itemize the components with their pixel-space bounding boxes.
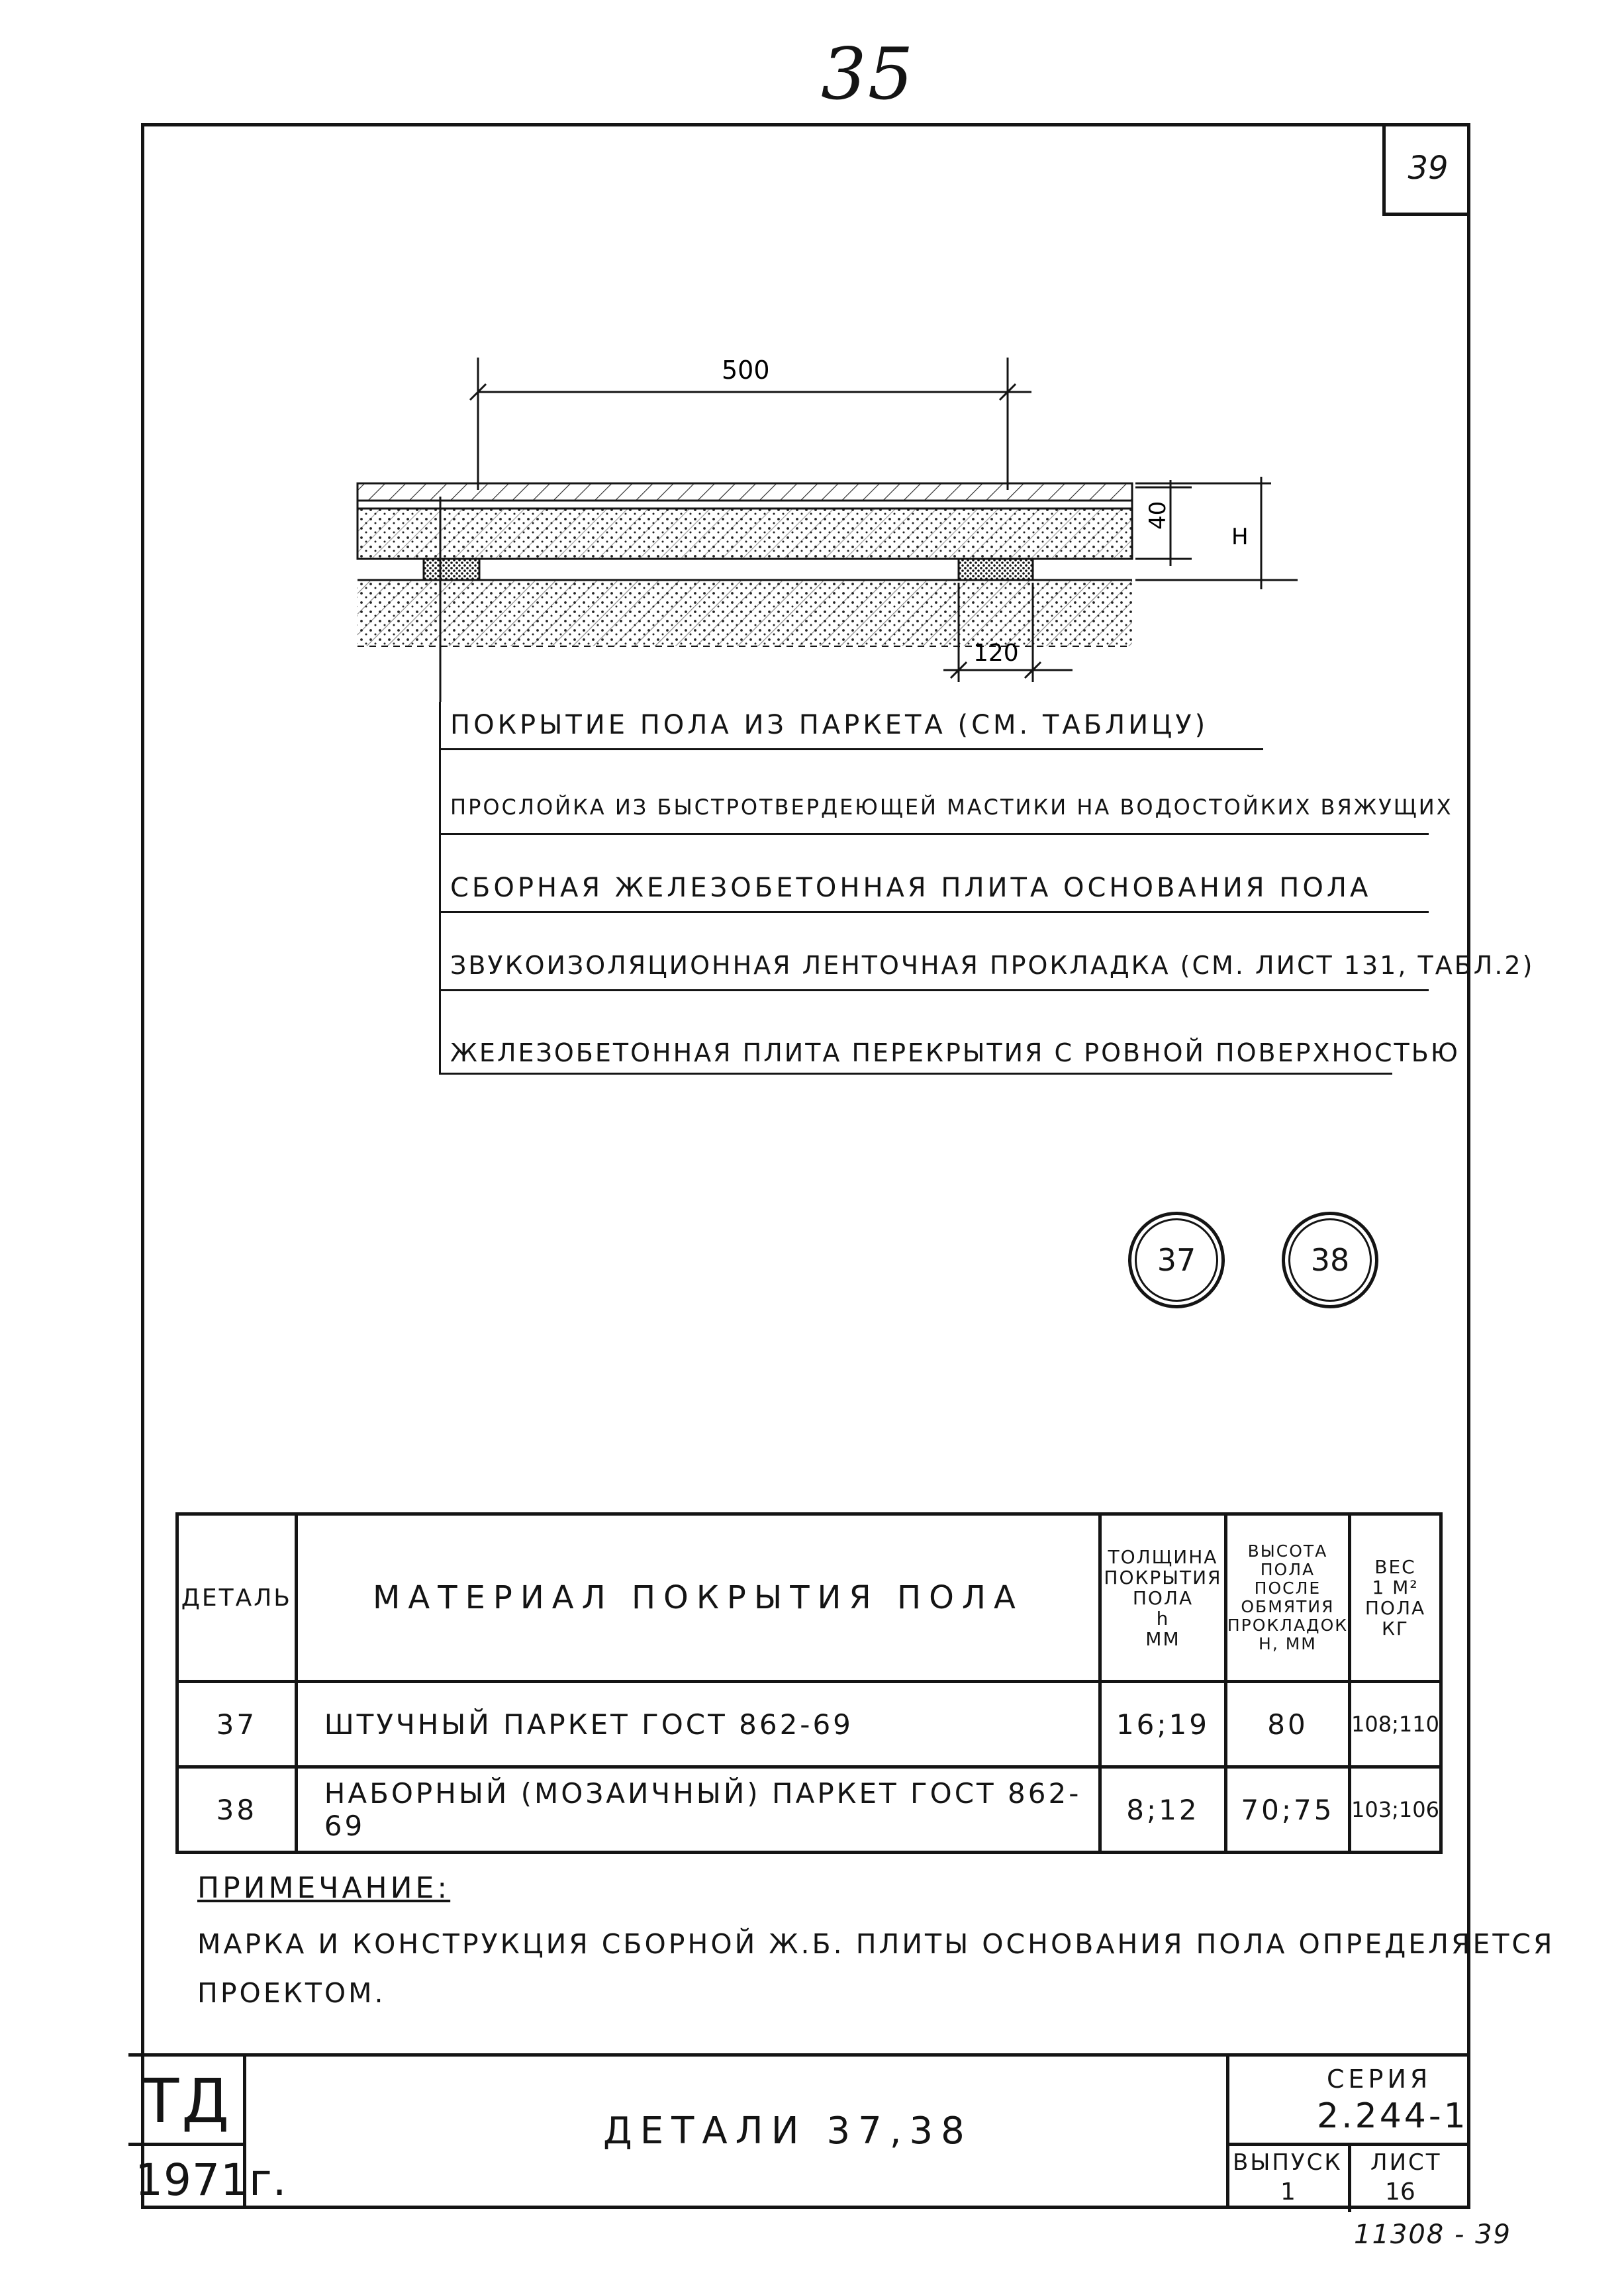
sheet-label: ЛИСТ	[1370, 2149, 1442, 2176]
floor-section-drawing	[331, 331, 1324, 702]
cell-height: 80	[1225, 1682, 1349, 1767]
note-title: ПРИМЕЧАНИЕ:	[197, 1871, 451, 1905]
drawing-title: ДЕТАЛИ 37,38	[603, 2110, 973, 2153]
dimension-40-label: 40	[1145, 501, 1171, 530]
sheet-number: 16	[1385, 2178, 1415, 2206]
layer-label-pad: ЗВУКОИЗОЛЯЦИОННАЯ ЛЕНТОЧНАЯ ПРОКЛАДКА (СМ. ЛИСТ 131, ТАБЛ.2)	[450, 951, 1535, 980]
dimension-500	[470, 356, 1031, 490]
cell-detail: 37	[177, 1682, 297, 1767]
dimension-h	[1135, 477, 1298, 589]
col-header-thickness: ТОЛЩИНА ПОКРЫТИЯ ПОЛА h ММ	[1100, 1514, 1226, 1682]
layer-underline	[439, 1073, 1392, 1075]
layer-label-parquet: ПОКРЫТИЕ ПОЛА ИЗ ПАРКЕТА (СМ. ТАБЛИЦУ)	[450, 710, 1209, 740]
layer-label-floor-slab: ЖЕЛЕЗОБЕТОННАЯ ПЛИТА ПЕРЕКРЫТИЯ С РОВНОЙ ПОВЕРХНОСТЬЮ	[450, 1038, 1460, 1067]
cell-material: ШТУЧНЫЙ ПАРКЕТ ГОСТ 862-69	[296, 1682, 1100, 1767]
cell-thickness: 16;19	[1100, 1682, 1226, 1767]
dimension-h-label: H	[1231, 524, 1249, 550]
cell-weight: 108;110	[1350, 1682, 1441, 1767]
base-slab-hatch	[358, 509, 1132, 559]
insulation-pad-left	[424, 559, 479, 580]
insulation-pad-right	[959, 559, 1033, 580]
cell-material: НАБОРНЫЙ (МОЗАИЧНЫЙ) ПАРКЕТ ГОСТ 862-69	[296, 1767, 1100, 1853]
note-text-line1: МАРКА И КОНСТРУКЦИЯ СБОРНОЙ Ж.Б. ПЛИТЫ ОСНОВАНИЯ ПОЛА ОПРЕДЕЛЯЕТСЯ	[197, 1928, 1555, 1960]
col-header-height: ВЫСОТА ПОЛА ПОСЛЕ ОБМЯТИЯ ПРОКЛАДОК Н, ММ	[1225, 1514, 1349, 1682]
series-number: 2.244-1	[1317, 2096, 1468, 2136]
layer-underline	[439, 989, 1429, 991]
mastic-layer	[358, 501, 1132, 509]
table-header-row	[177, 1514, 1441, 1682]
page-number: 35	[821, 33, 915, 116]
table-row	[177, 1682, 1441, 1767]
layer-underline	[439, 748, 1263, 750]
series-label: СЕРИЯ	[1327, 2065, 1432, 2094]
title-block	[128, 2053, 1470, 2209]
col-header-detail: ДЕТАЛЬ	[177, 1514, 297, 1682]
col-header-weight: ВЕС 1 М² ПОЛА КГ	[1350, 1514, 1441, 1682]
parquet-layer	[358, 483, 1132, 501]
issue-label: ВЫПУСК	[1233, 2149, 1343, 2176]
layer-label-mastic: ПРОСЛОЙКА ИЗ БЫСТРОТВЕРДЕЮЩЕЙ МАСТИКИ НА ВОДОСТОЙКИХ ВЯЖУЩИХ	[450, 795, 1453, 820]
layer-underline	[439, 833, 1429, 835]
col-header-material: МАТЕРИАЛ ПОКРЫТИЯ ПОЛА	[296, 1514, 1100, 1682]
cell-height: 70;75	[1225, 1767, 1349, 1853]
materials-table	[175, 1512, 1443, 1854]
layer-underline	[439, 911, 1429, 913]
dimension-500-label: 500	[722, 356, 770, 385]
dimension-40	[1135, 480, 1192, 566]
archive-number: 11308 - 39	[1354, 2219, 1512, 2250]
cell-detail: 38	[177, 1767, 297, 1853]
dimension-120-label: 120	[973, 640, 1019, 667]
sheet-number-box: 39	[1382, 123, 1470, 216]
detail-marker-37: 37	[1128, 1212, 1225, 1308]
table-row	[177, 1767, 1441, 1853]
year-label: 1971г.	[135, 2155, 287, 2206]
note-text-line2: ПРОЕКТОМ.	[197, 1977, 386, 2009]
cell-weight: 103;106	[1350, 1767, 1441, 1853]
leader-line	[439, 702, 441, 1073]
issue-number: 1	[1280, 2178, 1296, 2206]
cell-thickness: 8;12	[1100, 1767, 1226, 1853]
layer-label-base-slab: СБОРНАЯ ЖЕЛЕЗОБЕТОННАЯ ПЛИТА ОСНОВАНИЯ ПОЛА	[450, 873, 1372, 903]
detail-marker-38: 38	[1282, 1212, 1378, 1308]
org-mark: ТД	[142, 2066, 232, 2137]
